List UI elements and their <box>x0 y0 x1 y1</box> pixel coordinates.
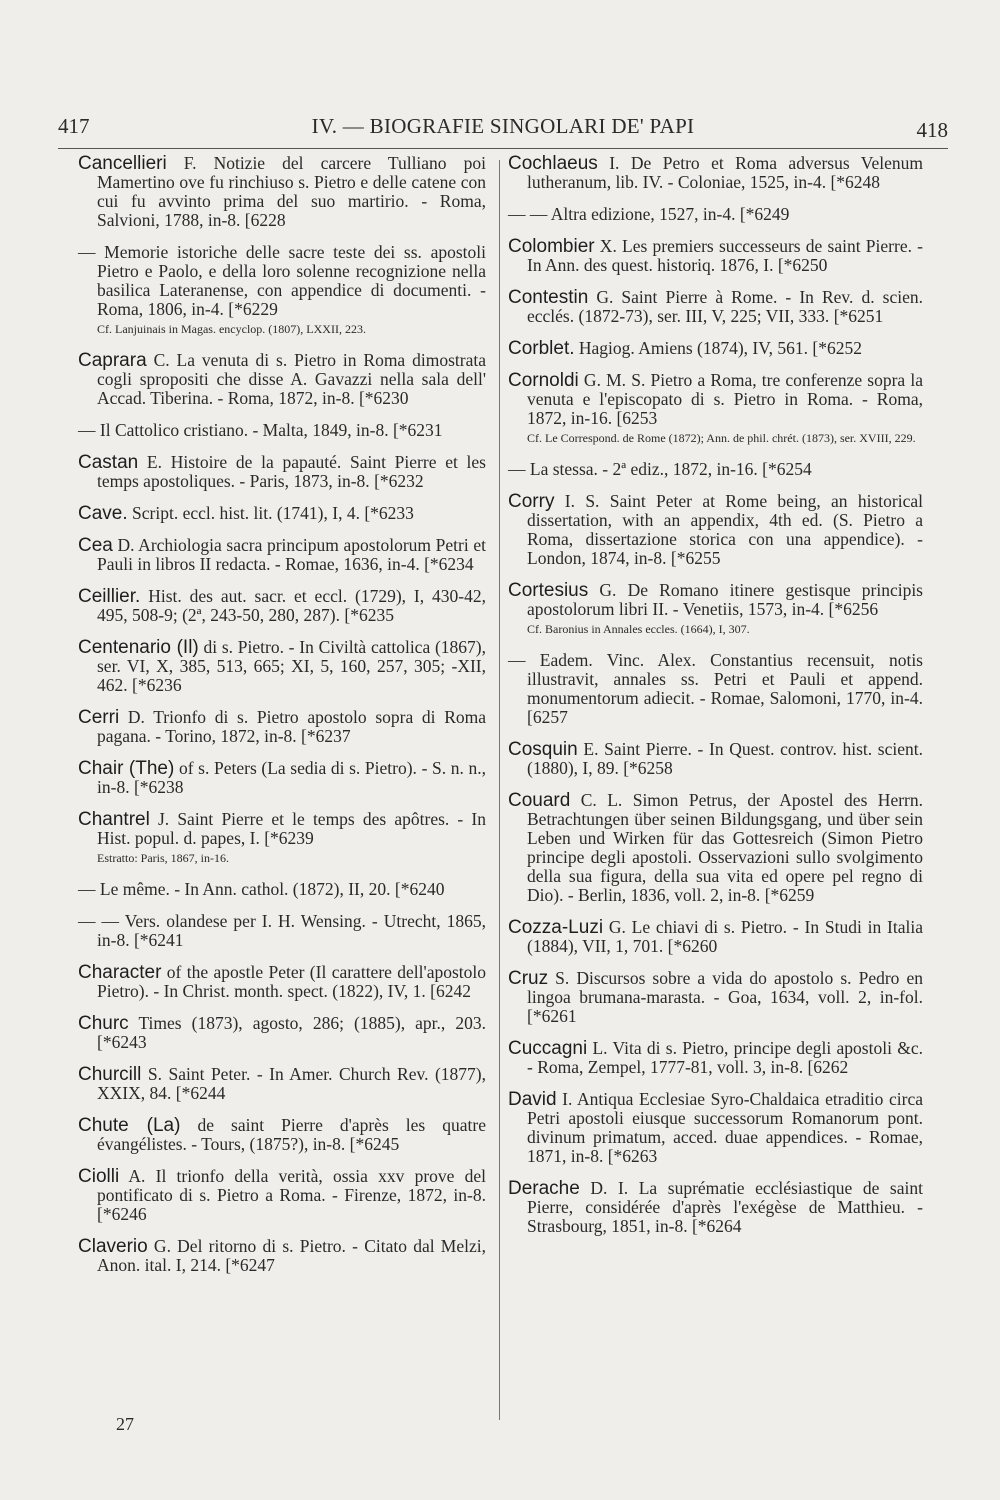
entry-text: G. Le chiavi di s. Pietro. - In Studi in Italia (1884), VII, 1, 701. <box>527 917 923 956</box>
bibliography-entry <box>78 1237 486 1275</box>
entry-text: X. Les premiers successeurs de saint Pierre. - In Ann. des quest. historiq. 1876, I. <box>527 236 923 275</box>
entry-author: Cozza-Luzi <box>508 917 604 938</box>
bibliography-entry <box>78 504 486 523</box>
entry-number: [*6258 <box>623 758 673 778</box>
entry-author: Cornoldi <box>508 370 579 391</box>
entry-author: Cea <box>78 535 113 556</box>
bibliography-entry <box>78 536 486 574</box>
entry-text: G. Del ritorno di s. Pietro. - Citato dal Melzi, Anon. ital. I, 214. <box>97 1236 486 1275</box>
entry-number: [*6235 <box>344 605 394 625</box>
header-rule <box>58 148 948 149</box>
entry-number: [*6260 <box>667 936 718 956</box>
entry-text: C. La venuta di s. Pietro in Roma dimostrata cogli spropositi che disse A. Gavazzi nella sala dell' Accad. Tiberina. - Roma, 1872, in-8. <box>97 350 486 408</box>
bibliography-entry <box>508 492 923 568</box>
bibliography-entry <box>78 759 486 797</box>
entry-number: [*6243 <box>97 1032 147 1052</box>
entry-citation: Cf. Le Correspond. de Rome (1872); Ann. de phil. chrét. (1873), ser. XVIII, 229. <box>527 431 916 445</box>
entry-author: Chute (La) <box>78 1115 181 1136</box>
entry-text: de saint Pierre d'après les quatre évangélistes. - Tours, (1875?), in-8. <box>97 1115 486 1154</box>
entry-number: [*6237 <box>301 726 351 746</box>
entry-number: [*6246 <box>97 1204 147 1224</box>
entry-author: Cuccagni <box>508 1038 588 1059</box>
bibliography-entry <box>78 351 486 408</box>
entry-author: Cerri <box>78 707 120 728</box>
bibliography-entry <box>78 1167 486 1224</box>
page-number-left: 417 <box>58 114 90 138</box>
bibliography-entry <box>78 638 486 695</box>
bibliography-entry <box>508 969 923 1026</box>
entry-number: [*6233 <box>364 503 414 523</box>
entry-number: [6228 <box>244 210 286 230</box>
right-column <box>508 154 923 1249</box>
bibliography-entry <box>78 1116 486 1154</box>
entry-citation: Cf. Lanjuinais in Magas. encyclop. (1807), LXXII, 223. <box>97 322 366 336</box>
entry-text: I. Antiqua Ecclesiae Syro-Chaldaica etraditio circa Petri apostoli eiusque successorum Romanorum pont. divinum primatum, acced. duae appendices. - Romae, 1871, in-8. <box>527 1089 923 1166</box>
entry-text: L. Vita di s. Pietro, principe degli apostoli &c. - Roma, Zempel, 1777-81, voll. 3, in-8. <box>527 1038 923 1077</box>
entry-text: — Le même. - In Ann. cathol. (1872), II, 20. <box>78 879 391 899</box>
entry-author: Cancellieri <box>78 153 167 174</box>
left-column <box>78 154 486 1288</box>
entry-text: Script. eccl. hist. lit. (1741), I, 4. <box>127 503 360 523</box>
entry-number: [*6264 <box>691 1216 742 1236</box>
entry-text: of s. Peters (La sedia di s. Pietro). - S. n. n., in-8. <box>97 758 487 797</box>
entry-text: — Il Cattolico cristiano. - Malta, 1849, in-8. <box>78 420 389 440</box>
entry-text: S. Discursos sobre a vida do apostolo s. Pedro en lingoa brumana-marasta. - Goa, 1634, voll. 2, in-fol. <box>527 968 923 1007</box>
entry-text: of the apostle Peter (Il carattere dell'apostolo Pietro). - In Christ. month. spect. (1822), IV, 1. <box>97 962 486 1001</box>
entry-author: Caprara <box>78 350 147 371</box>
entry-text: D. I. La suprématie ecclésiastique de saint Pierre, considérée d'après l'exégèse de Matthieu. - Strasbourg, 1851, in-8. <box>527 1178 923 1236</box>
bibliography-entry <box>78 453 486 491</box>
entry-author: Churc <box>78 1013 129 1034</box>
entry-author: Ceillier. <box>78 586 141 607</box>
bibliography-entry <box>508 460 923 479</box>
entry-number: [*6232 <box>374 471 424 491</box>
entry-number: [*6230 <box>358 388 409 408</box>
entry-text: A. Il trionfo della verità, ossia xxv prove del pontificato di s. Pietro a Roma. - Firenze, 1872, in-8. <box>97 1166 486 1205</box>
entry-number: [*6247 <box>225 1255 275 1275</box>
running-title: IV. — BIOGRAFIE SINGOLARI DE' PAPI <box>311 114 695 138</box>
entry-number: [*6249 <box>739 204 790 224</box>
bibliography-entry <box>508 288 923 326</box>
entry-text: I. S. Saint Peter at Rome being, an historical dissertation, with an appendix, 4th ed. (S. Pietro a Roma, dissertazione storica con una appendice). - London, 1874, in-8. <box>527 491 923 568</box>
entry-author: Cruz <box>508 968 549 989</box>
bibliography-entry <box>78 154 486 230</box>
bibliography-entry <box>508 1090 923 1166</box>
entry-number: [*6241 <box>133 930 184 950</box>
page-header <box>58 108 948 148</box>
entry-author: Claverio <box>78 1236 148 1257</box>
entry-text: — Eadem. Vinc. Alex. Constantius recensuit, notis illustravit, annales ss. Petri et Pauli et append. monumentorum adiecit. - Romae, Salomoni, 1770, in-4. <box>508 650 923 708</box>
entry-author: Colombier <box>508 236 595 257</box>
entry-number: [*6252 <box>812 338 862 358</box>
entry-text: E. Histoire de la papauté. Saint Pierre et les temps apostoliques. - Paris, 1873, in-8. <box>97 452 486 491</box>
page-number-right: 418 <box>916 118 948 142</box>
bibliography-entry <box>508 740 923 778</box>
entry-number: [*6239 <box>264 828 314 848</box>
entry-number: [*6240 <box>394 879 445 899</box>
entry-author: Ciolli <box>78 1166 120 1187</box>
entry-author: Castan <box>78 452 139 473</box>
entry-number: [*6229 <box>228 299 278 319</box>
bibliography-entry <box>78 912 486 950</box>
entry-text: — Memorie istoriche delle sacre teste dei ss. apostoli Pietro e Paolo, e della loro solenne recognizione nella basilica Lateranense, con appendice di documenti. - Roma, 1806, in-4. <box>78 242 486 319</box>
column-divider <box>499 160 500 1420</box>
entry-text: I. De Petro et Roma adversus Velenum lutheranum, lib. IV. - Coloniae, 1525, in-4. <box>527 153 923 192</box>
entry-number: [*6234 <box>424 554 474 574</box>
entry-number: [*6248 <box>830 172 881 192</box>
entry-author: Derache <box>508 1178 580 1199</box>
entry-text: E. Saint Pierre. - In Quest. controv. hist. scient. (1880), I, 89. <box>527 739 923 778</box>
bibliography-entry <box>508 918 923 956</box>
entry-author: Contestin <box>508 287 589 308</box>
entry-number: [*6255 <box>670 548 721 568</box>
entry-text: G. M. S. Pietro a Roma, tre conferenze sopra la venuta e l'episcopato di s. Pietro in Roma. - Roma, 1872, in-16. <box>527 370 923 428</box>
entry-number: [6257 <box>527 707 568 727</box>
entry-text: Hagiog. Amiens (1874), IV, 561. <box>574 338 809 358</box>
bibliography-entry <box>508 371 923 447</box>
bibliography-entry <box>508 339 923 358</box>
entry-number: [6262 <box>807 1057 849 1077</box>
entry-author: Corblet. <box>508 338 575 359</box>
entry-text: J. Saint Pierre et le temps des apôtres. - In Hist. popul. d. papes, I. <box>97 809 486 848</box>
entry-citation: Estratto: Paris, 1867, in-16. <box>97 851 229 865</box>
bibliography-entry <box>78 587 486 625</box>
entry-text: — — Altra edizione, 1527, in-4. <box>508 204 736 224</box>
entry-text: G. De Romano itinere gestisque principis apostolorum libri II. - Venetiis, 1573, in-4. <box>527 580 923 619</box>
entry-text: D. Trionfo di s. Pietro apostolo sopra di Roma pagana. - Torino, 1872, in-8. <box>97 707 486 746</box>
entry-author: Corry <box>508 491 555 512</box>
entry-number: [*6245 <box>349 1134 400 1154</box>
bibliography-entry <box>508 154 923 192</box>
entry-number: [*6244 <box>175 1083 226 1103</box>
bibliography-entry <box>78 708 486 746</box>
entry-author: Cochlaeus <box>508 153 598 174</box>
entry-author: David <box>508 1089 557 1110</box>
bibliography-entry <box>508 651 923 727</box>
entry-number: [6242 <box>430 981 471 1001</box>
entry-citation: Cf. Baronius in Annales eccles. (1664), I, 307. <box>527 622 750 636</box>
entry-author: Couard <box>508 790 571 811</box>
bibliography-entry <box>78 810 486 867</box>
bibliography-entry <box>78 1065 486 1103</box>
entry-author: Character <box>78 962 162 983</box>
entry-text: C. L. Simon Petrus, der Apostel des Herrn. Betrachtungen über seinen Bildungsgang, und über sein Leben und Wirken für das Gottesreich (Simon Pietro principe degli apostoli. Osservazioni sullo svolgimento della sua figura, della sua vita ed opere pel regno di Dio). - Berlin, 1836, voll. 2, in-8. <box>527 790 923 905</box>
bibliography-entry <box>78 1014 486 1052</box>
entry-text: — La stessa. - 2ª ediz., 1872, in-16. <box>508 459 758 479</box>
entry-number: [*6236 <box>132 675 182 695</box>
bibliography-entry <box>78 880 486 899</box>
entry-number: [*6251 <box>833 306 884 326</box>
entry-number: [*6256 <box>828 599 879 619</box>
bibliography-entry <box>508 1039 923 1077</box>
bibliography-entry <box>78 963 486 1001</box>
entry-text: S. Saint Peter. - In Amer. Church Rev. (1877), XXIX, 84. <box>97 1064 486 1103</box>
entry-author: Cave. <box>78 503 128 524</box>
entry-author: Chantrel <box>78 809 150 830</box>
entry-text: Hist. des aut. sacr. et eccl. (1729), I, 430-42, 495, 508-9; (2ª, 243-50, 280, 287). <box>97 586 486 625</box>
entry-author: Centenario (Il) <box>78 637 199 658</box>
entry-number: [*6254 <box>762 459 812 479</box>
entry-author: Chair (The) <box>78 758 175 779</box>
entry-number: [*6238 <box>133 777 184 797</box>
entry-number: [6253 <box>616 408 658 428</box>
bibliography-entry <box>78 421 486 440</box>
signature-mark: 27 <box>116 1414 134 1434</box>
entry-text: D. Archiologia sacra principum apostolorum Petri et Pauli in libros II redacta. - Romae, 1636, in-4. <box>97 535 486 574</box>
entry-author: Cosquin <box>508 739 578 760</box>
entry-text: di s. Pietro. - In Civiltà cattolica (1867), ser. VI, X, 385, 513, 665; XI, 5, 160, 257, 305; -XII, 462. <box>97 637 486 695</box>
bibliography-entry <box>508 581 923 638</box>
entry-text: Times (1873), agosto, 286; (1885), apr., 203. <box>128 1013 486 1033</box>
entry-number: [*6259 <box>764 885 815 905</box>
bibliography-entry <box>508 791 923 905</box>
bibliography-entry <box>78 243 486 338</box>
entry-number: [*6261 <box>527 1006 577 1026</box>
entry-number: [*6231 <box>392 420 443 440</box>
entry-text: F. Notizie del carcere Tulliano poi Mamertino ove fu rinchiuso s. Pietro e delle catene con cui fu avvinto prima del suo martirio. - Roma, Salvioni, 1788, in-8. <box>97 153 486 230</box>
bibliography-entry <box>508 237 923 275</box>
entry-number: [*6250 <box>777 255 828 275</box>
entry-author: Churcill <box>78 1064 142 1085</box>
entry-text: — — Vers. olandese per I. H. Wensing. - Utrecht, 1865, in-8. <box>78 911 486 950</box>
bibliography-entry <box>508 205 923 224</box>
entry-number: [*6263 <box>607 1146 658 1166</box>
entry-author: Cortesius <box>508 580 589 601</box>
entry-text: G. Saint Pierre à Rome. - In Rev. d. scien. ecclés. (1872-73), ser. III, V, 225; VII, 333. <box>527 287 923 326</box>
bibliography-entry <box>508 1179 923 1236</box>
